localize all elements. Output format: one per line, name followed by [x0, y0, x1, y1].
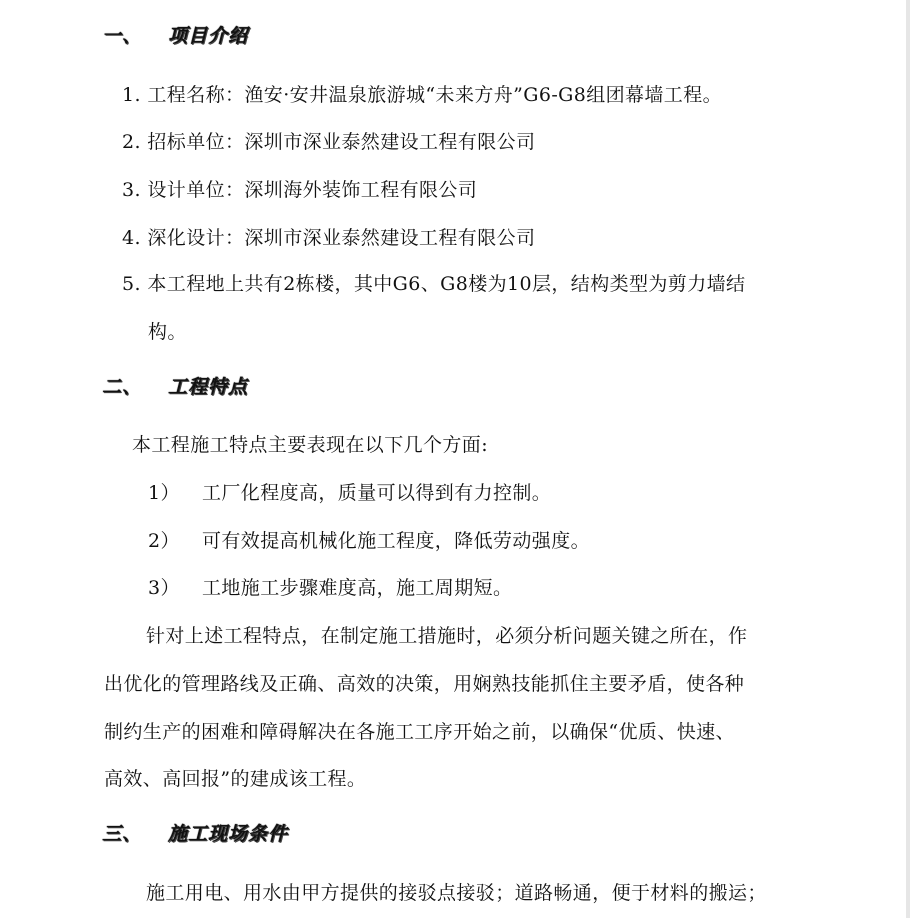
- item-text: 工地施工步骤难度高，施工周期短。: [202, 577, 513, 599]
- item-number: 2）: [148, 530, 180, 552]
- section-number: 三、: [102, 823, 143, 845]
- item-number: 1.: [122, 84, 141, 106]
- paragraph-line: 高效、高回报”的建成该工程。: [104, 768, 367, 790]
- paragraph-line: 制约生产的困难和障碍解决在各施工工序开始之前，以确保“优质、快速、: [104, 721, 735, 743]
- section-title: 施工现场条件: [168, 823, 289, 845]
- item-number: 5.: [122, 273, 141, 295]
- list-item-continuation: 构。: [148, 321, 187, 343]
- item-number: 2.: [122, 131, 141, 153]
- list-item: [122, 178, 477, 202]
- item-text: 工程名称：渔安·安井温泉旅游城“未来方舟”G6-G8组团幕墙工程。: [147, 84, 723, 106]
- list-item: [122, 130, 535, 154]
- item-number: 1）: [148, 482, 180, 504]
- list-item: [122, 83, 722, 107]
- section-number: 二、: [102, 376, 143, 398]
- item-number: 4.: [122, 227, 141, 249]
- list-item: [148, 481, 551, 505]
- list-item: [122, 226, 535, 250]
- section-number: 一、: [102, 25, 143, 47]
- item-number: 3.: [122, 179, 141, 201]
- item-text: 设计单位：深圳海外装饰工程有限公司: [147, 179, 478, 201]
- item-text: 深化设计：深圳市深业泰然建设工程有限公司: [147, 227, 536, 249]
- page-edge: [906, 0, 910, 918]
- list-item: [148, 576, 512, 600]
- list-item: [122, 272, 745, 296]
- paragraph-line: 出优化的管理路线及正确、高效的决策，用娴熟技能抓住主要矛盾，使各种: [104, 673, 745, 695]
- section-intro: 本工程施工特点主要表现在以下几个方面:: [132, 434, 489, 456]
- item-text: 招标单位：深圳市深业泰然建设工程有限公司: [147, 131, 536, 153]
- section-heading-1: [102, 24, 248, 48]
- paragraph-line: 针对上述工程特点，在制定施工措施时，必须分析问题关键之所在，作: [146, 625, 748, 647]
- section-title: 工程特点: [168, 376, 249, 398]
- paragraph-line: 施工用电、用水由甲方提供的接驳点接驳；道路畅通，便于材料的搬运；: [146, 882, 767, 904]
- item-text: 工厂化程度高，质量可以得到有力控制。: [202, 482, 552, 504]
- section-heading-3: [102, 822, 288, 846]
- section-title: 项目介绍: [168, 25, 249, 47]
- item-text: 可有效提高机械化施工程度，降低劳动强度。: [202, 530, 591, 552]
- section-heading-2: [102, 375, 248, 399]
- list-item: [148, 529, 590, 553]
- item-text: 本工程地上共有2栋楼，其中G6、G8楼为10层，结构类型为剪力墙结: [147, 273, 746, 295]
- item-number: 3）: [148, 577, 180, 599]
